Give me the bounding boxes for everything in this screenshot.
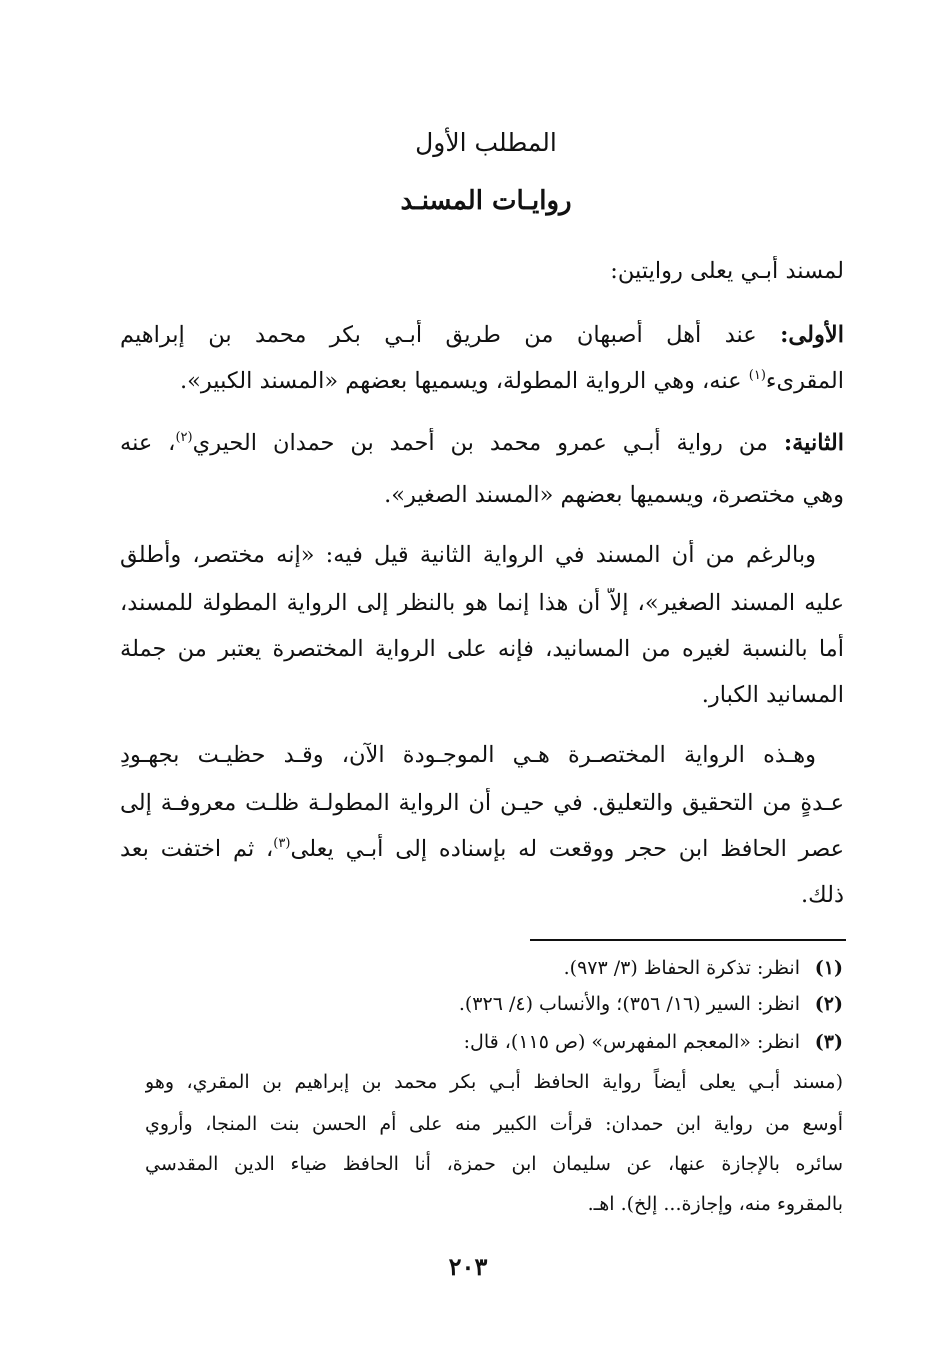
section-subtitle: روايـات المسنـد [400,186,572,216]
intro-line: لمسند أبـي يعلى روايتين: [610,258,844,284]
paragraph-1-text: عنه، وهي الرواية المطولة، ويسميها بعضهم «المسند الكبير». [179,368,749,394]
paragraph-2-label: الثانية: [783,430,844,456]
paragraph-3-line-4: المسانيد الكبار. [701,682,844,708]
footnote-text-3: انظر: «المعجم المفهرس» (ص ١١٥)، قال: [463,1031,800,1053]
paragraph-2-text: ، عنه [120,430,176,456]
paragraph-2-line-1 [120,428,844,458]
paragraph-4-text: ، ثم اختفت بعد [120,836,274,862]
footnote-number-3: (٣) [814,1031,843,1053]
paragraph-4-text: عصر الحافظ ابن حجر ووقعت له بإسناده إلى أبـي يعلى [290,836,844,862]
page-number: ٢٠٣ [448,1252,488,1281]
paragraph-3-line-3: أما بالنسبة لغيره من المسانيد، فإنه على الرواية المختصرة يعتبر من جملة [120,636,844,662]
footnote-divider [530,939,846,941]
footnote-3-quote-line-2: أوسع من رواية ابن حمدان: قرأت الكبير منه على أم الحسن بنت المنجا، وأروي [145,1113,843,1135]
paragraph-1-text: عند أهل أصبهان من طريق أبـي بكر محمد بن إبراهيم [120,322,781,348]
footnote-ref-1: (١) [748,368,766,383]
footnote-ref-2: (٢) [175,430,193,445]
paragraph-2-text: من رواية أبـي عمرو محمد بن أحمد بن حمدان الحيري [192,430,784,456]
footnote-number-2: (٢) [814,993,843,1015]
footnote-3-quote-line-4: بالمقروء منه، وإجازة... إلخ). اهـ. [587,1193,843,1215]
paragraph-1-text: المقرىء [765,368,844,394]
footnote-text-2: انظر: السير (١٦/ ٣٥٦)؛ والأنساب (٤/ ٣٢٦). [458,993,800,1015]
paragraph-4-line-1: وهـذه الرواية المختصـرة هـي الموجـودة الآن، وقـد حظيـت بجهـودِ [120,742,816,768]
footnote-text-1: انظر: تذكرة الحفاظ (٣/ ٩٧٣). [563,957,800,979]
paragraph-2-line-2: وهي مختصرة، ويسميها بعضهم «المسند الصغير». [384,482,844,508]
footnote-ref-3: (٣) [273,836,291,851]
section-title: المطلب الأول [415,128,557,157]
footnote-3-quote-line-3: سائره بالإجازة عنها، عن سليمان ابن حمزة، أنا الحافظ ضياء الدين المقدسي [145,1153,843,1175]
footnote-number-1: (١) [814,957,843,979]
paragraph-1-label: الأولى: [780,322,844,348]
paragraph-3-line-1: وبالرغم من أن المسند في الرواية الثانية قيل فيه: «إنه مختصر، وأطلق [120,542,816,568]
paragraph-4-line-4: ذلك. [801,882,844,908]
paragraph-1-line-2 [120,366,844,396]
footnote-3-quote-line-1: (مسند أبـي يعلى أيضاً رواية الحافظ أبـي بكر محمد بن إبراهيم بن المقري، وهو [145,1071,843,1093]
paragraph-3-line-2: عليه المسند الصغير»، إلاَّ أن هذا إنما هو بالنظر إلى الرواية المطولة للمسند، [120,590,844,616]
paragraph-4-line-3 [120,834,844,864]
paragraph-1-line-1 [120,320,844,350]
paragraph-4-line-2: عـدةٍ من التحقيق والتعليق. في حيـن أن الرواية المطولـة ظلـت معروفـة إلى [120,790,844,816]
